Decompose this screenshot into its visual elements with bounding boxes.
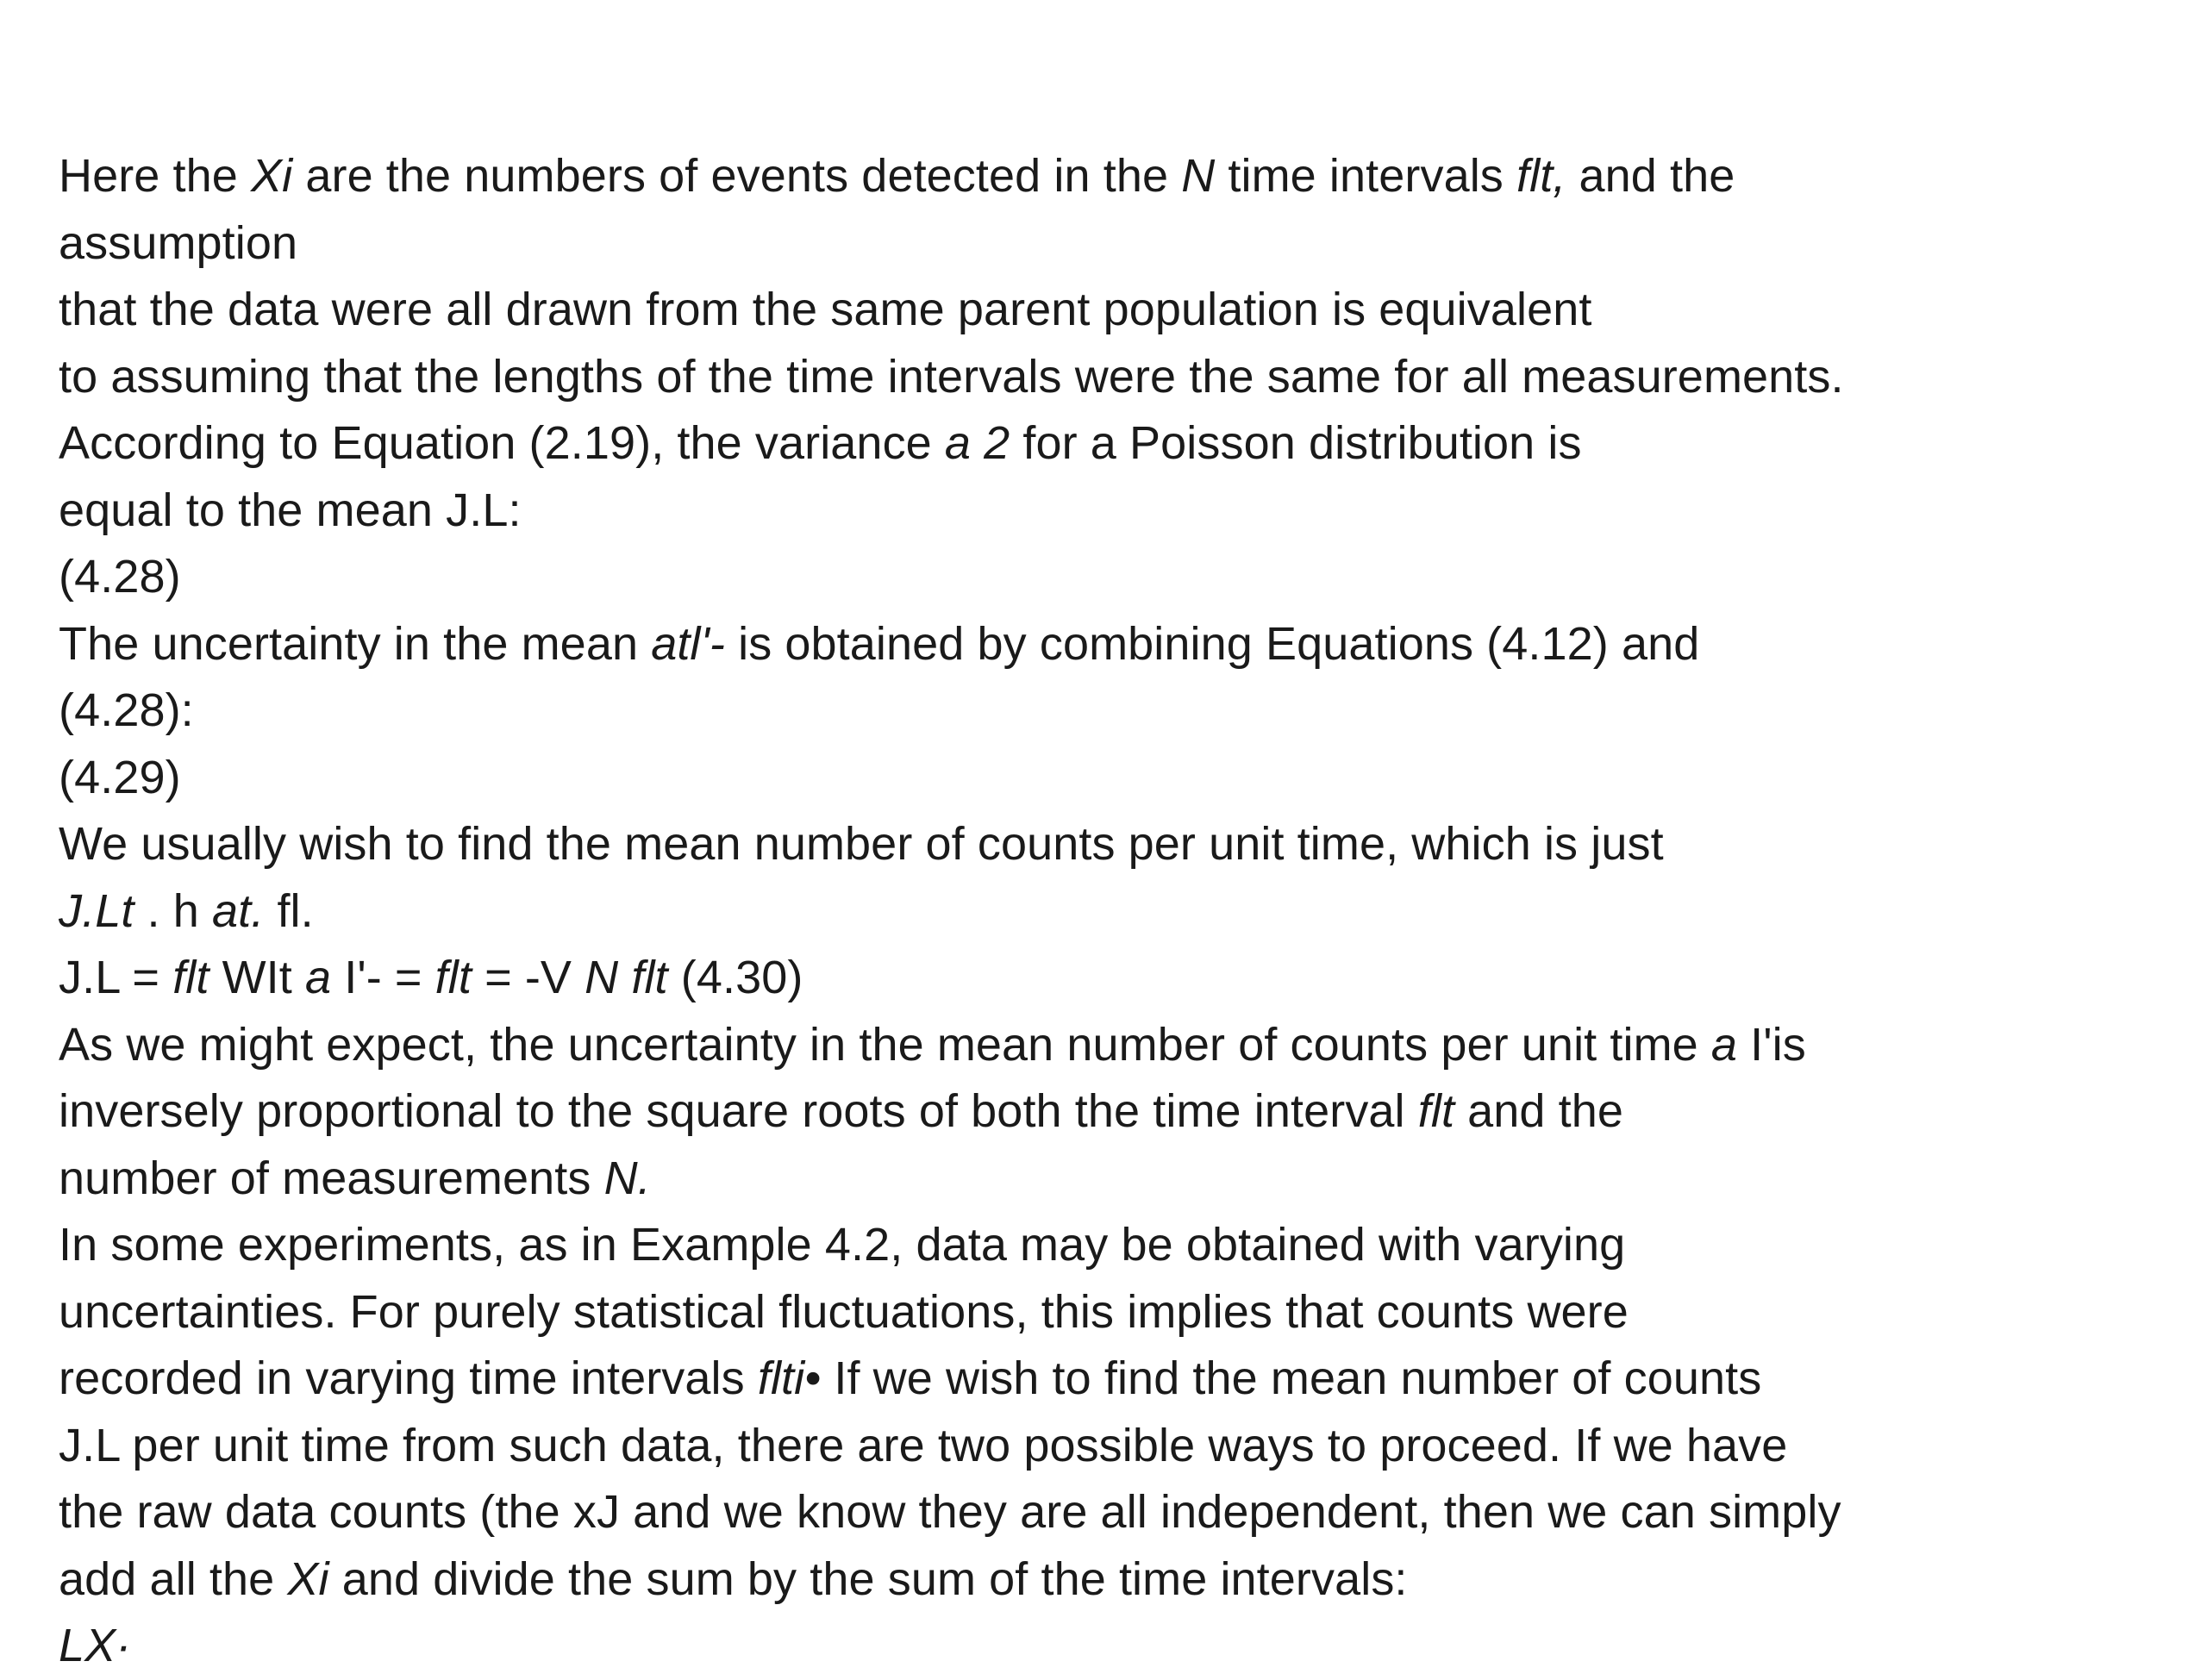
italic-text-segment: N <box>1181 150 1216 202</box>
text-segment: is obtained by combining Equations (4.12) and <box>725 617 1700 670</box>
text-segment: . h <box>134 884 212 937</box>
text-segment: and the <box>1454 1085 1624 1137</box>
text-segment: the raw data counts (the xJ and we know they are all independent, then we can simply <box>59 1486 1841 1538</box>
text-segment: equal to the mean J.L: <box>59 484 522 536</box>
text-segment: As we might expect, the uncertainty in the mean number of counts per unit time <box>59 1018 1711 1071</box>
text-segment: J.L per unit time from such data, there are two possible ways to proceed. If we have <box>59 1419 1788 1471</box>
text-line <box>59 811 2162 878</box>
text-segment: We usually wish to find the mean number of counts per unit time, which is just <box>59 818 1664 870</box>
italic-text-segment: atl'- <box>651 617 726 670</box>
text-segment: Here the <box>59 150 252 202</box>
text-line <box>59 1346 2162 1413</box>
text-line <box>59 344 2162 411</box>
text-segment: to assuming that the lengths of the time intervals were the same for all measurements. <box>59 350 1844 403</box>
text-segment: According to Equation (2.19), the variance <box>59 417 945 469</box>
text-line <box>59 745 2162 812</box>
text-line <box>59 210 2162 278</box>
text-segment: WIt <box>209 952 305 1003</box>
text-segment: and divide the sum by the sum of the time intervals: <box>328 1552 1408 1605</box>
italic-text-segment: flt <box>1417 1085 1455 1137</box>
text-line <box>59 544 2162 611</box>
italic-text-segment: N flt <box>585 952 668 1003</box>
text-line <box>59 1012 2162 1079</box>
text-segment: recorded in varying time intervals <box>59 1352 758 1404</box>
italic-text-segment: a <box>1710 1018 1738 1071</box>
text-segment: I'is <box>1737 1018 1806 1071</box>
text-segment: (4.29) <box>59 751 181 803</box>
text-segment: J.L = <box>59 952 173 1003</box>
text-line <box>59 611 2162 678</box>
text-segment: (4.30) <box>667 952 803 1003</box>
text-line <box>59 678 2162 745</box>
text-segment: number of measurements <box>59 1152 604 1204</box>
italic-text-segment: J.Lt <box>59 884 134 937</box>
text-segment: are the numbers of events detected in the <box>292 150 1182 202</box>
text-segment: and the <box>1566 150 1735 202</box>
italic-text-segment: LX· <box>59 1620 132 1671</box>
text-line <box>59 1413 2162 1480</box>
text-segment: add all the <box>59 1552 288 1605</box>
text-segment: I'- = <box>331 952 435 1003</box>
text-line <box>59 277 2162 344</box>
italic-text-segment: N. <box>603 1152 651 1204</box>
text-segment: that the data were all drawn from the same parent population is equivalent <box>59 284 1592 335</box>
italic-text-segment: flti• <box>757 1352 822 1404</box>
text-line <box>59 1479 2162 1546</box>
italic-text-segment: flt <box>172 952 209 1003</box>
italic-text-segment: Xi <box>287 1552 329 1605</box>
text-line <box>59 878 2162 946</box>
text-segment: In some experiments, as in Example 4.2, data may be obtained with varying <box>59 1219 1626 1271</box>
italic-text-segment: flt <box>435 952 472 1003</box>
italic-text-segment: Xi <box>251 150 293 202</box>
text-segment: time intervals <box>1215 150 1516 202</box>
text-line <box>59 143 2162 210</box>
text-segment: fl. <box>264 884 314 937</box>
text-segment: (4.28): <box>59 684 194 736</box>
text-line <box>59 410 2162 478</box>
text-segment: If we wish to find the mean number of counts <box>821 1352 1762 1404</box>
text-line <box>59 478 2162 545</box>
text-segment: inversely proportional to the square roots of both the time interval <box>59 1085 1418 1137</box>
text-line <box>59 1279 2162 1346</box>
text-line <box>59 1212 2162 1279</box>
text-line <box>59 1546 2162 1614</box>
italic-text-segment: a <box>304 952 332 1003</box>
italic-text-segment: a 2 <box>944 417 1010 469</box>
text-line <box>59 1146 2162 1213</box>
text-line <box>59 1613 2162 1680</box>
text-segment: = -V <box>471 952 585 1003</box>
text-segment: The uncertainty in the mean <box>59 617 652 670</box>
italic-text-segment: flt, <box>1516 150 1566 202</box>
text-segment: (4.28) <box>59 551 181 603</box>
text-segment: uncertainties. For purely statistical fluctuations, this implies that counts were <box>59 1285 1629 1338</box>
document-text <box>59 143 2162 1680</box>
text-line <box>59 945 2162 1012</box>
text-segment: assumption <box>59 216 298 269</box>
italic-text-segment: at. <box>212 884 265 937</box>
text-segment: for a Poisson distribution is <box>1010 417 1582 469</box>
text-line <box>59 1078 2162 1146</box>
